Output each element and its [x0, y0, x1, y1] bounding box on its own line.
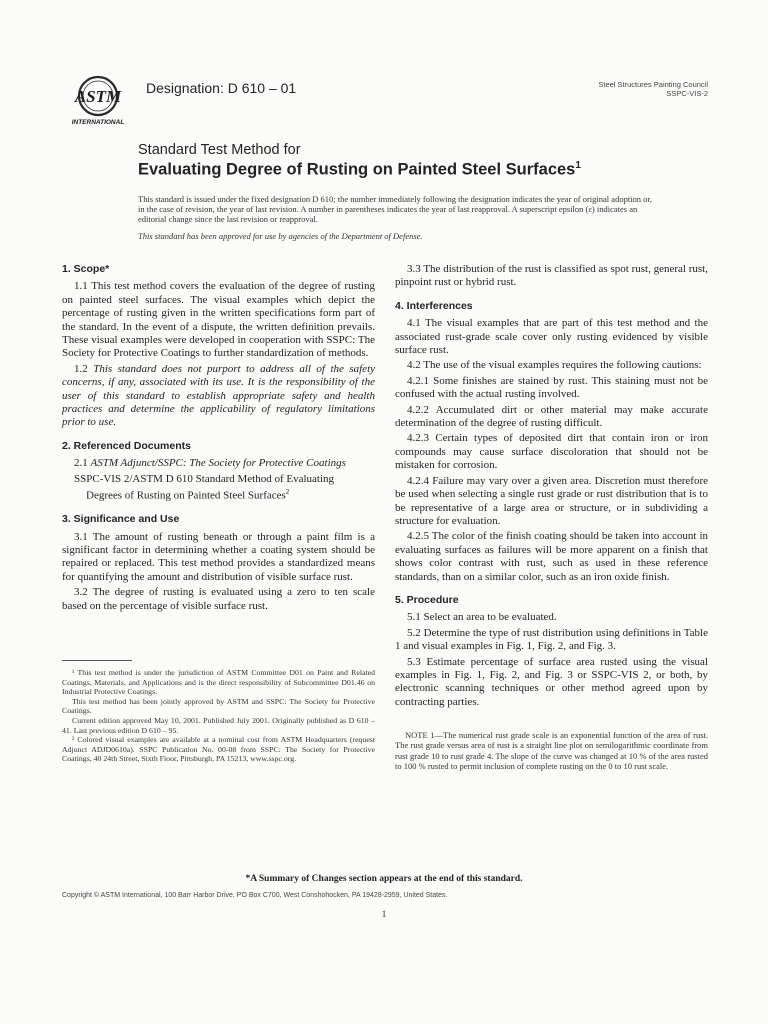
title-line2	[138, 160, 658, 180]
footnotes	[62, 668, 375, 764]
astm-logo	[64, 74, 136, 126]
reference-2-1-number: 2.1	[74, 457, 88, 470]
right-column	[395, 263, 708, 711]
reference-2-1	[62, 457, 375, 470]
council-name: Steel Structures Painting Council	[598, 80, 708, 89]
section-heading-interferences: 4. Interferences	[395, 299, 473, 312]
para-4-2-4: 4.2.4 Failure may vary over a given area. Discretion must therefore be used when selecting a single rust grade or rust distribution that is to be representative of a large area or structure, or in subdividing a structure for evaluation.	[395, 474, 708, 527]
para-5-3: 5.3 Estimate percentage of surface area rusted using the visual examples in Fig. 1, Fig. 2, and Fig. 3 or SSPC-VIS 2, or both, by electronic scanning techniques or other method agreed upon by contracting parties.	[395, 655, 708, 708]
council-code: SSPC-VIS-2	[666, 89, 708, 98]
footnote-1: ¹ This test method is under the jurisdiction of ASTM Committee D01 on Paint and Related Coatings, Materials, and Applications and is the direct responsibility of Subcommittee D01.46 on Industrial Protective Coatings.	[62, 668, 375, 697]
reference-sspc-vis2-cont	[62, 486, 375, 503]
council-label	[508, 80, 708, 98]
logo-text: ASTM	[74, 87, 122, 106]
para-1-2-text: This standard does not purport to address all of the safety concerns, if any, associated with its use. It is the responsibility of the user of this standard to establish appropriate safety and health practices and determine the applicability of regulatory limitations prior to use.	[62, 362, 376, 429]
logo-subtext: INTERNATIONAL	[71, 119, 125, 126]
para-5-2: 5.2 Determine the type of rust distribution using definitions in Table 1 and visual examples in Fig. 1, Fig. 2, and Fig. 3.	[395, 626, 708, 653]
para-4-1: 4.1 The visual examples that are part of this test method and the associated rust-grade scale cover only rusting evidenced by visible surface rust.	[395, 317, 708, 357]
footnote-divider	[62, 660, 132, 661]
title-footnote-marker: 1	[575, 160, 581, 171]
para-3-1: 3.1 The amount of rusting beneath or through a paint film is a significant factor in determining whether a coating system should be repaired or replaced. This test method provides a standardized means for quantifying the amount and distribution of visible surface rust.	[62, 530, 375, 583]
footnote-1-edition: Current edition approved May 10, 2001. Published July 2001. Originally published as D 610 – 41. Last previous edition D 610 – 95.	[62, 715, 375, 735]
reference-sspc-vis2-cont-text: Degrees of Rusting on Painted Steel Surfaces	[86, 489, 286, 502]
left-column	[62, 263, 375, 615]
para-1-2	[62, 363, 375, 430]
issue-note: This standard is issued under the fixed designation D 610; the number immediately following the designation indicates the year of original adoption or, in the case of revision, the year of last revision. A number in parentheses indicates the year of last reapproval. A superscript epsilon (ε) indicates an editorial change since the last revision or reapproval.	[138, 193, 653, 224]
para-3-2: 3.2 The degree of rusting is evaluated using a zero to ten scale based on the percentage of visible surface rust.	[62, 586, 375, 612]
astm-logo-icon	[64, 74, 136, 126]
footnote-2: ² Colored visual examples are available at a nominal cost from ASTM Headquarters (request Adjunct ADJD0610a). SSPC Publication No. 00-08 from SSPC: The Society for Protective Coatings, 40 24th Street, Sixth Floor, Pittsburgh, PA 15213, www.sspc.org.	[62, 735, 375, 764]
copyright-line: Copyright © ASTM International, 100 Barr Harbor Drive, PO Box C700, West Conshohocken, PA 19428-2959, United States.	[62, 892, 448, 899]
para-4-2-1: 4.2.1 Some finishes are stained by rust. This staining must not be confused with the actual rusting involved.	[395, 374, 708, 401]
approval-note: This standard has been approved for use by agencies of the Department of Defense.	[138, 230, 423, 241]
designation: Designation: D 610 – 01	[146, 80, 297, 96]
section-heading-referenced-documents: 2. Referenced Documents	[62, 439, 191, 452]
para-4-2-2: 4.2.2 Accumulated dirt or other material may make accurate determination of the degree of rusting difficult.	[395, 403, 708, 430]
reference-footnote-marker: 2	[285, 488, 290, 497]
para-4-2-5: 4.2.5 The color of the finish coating should be taken into account in evaluating surfaces as failures will be more apparent on a finish that shows color contrast with rust, such as used in these reference standards, than on a similar color, such as an iron oxide finish.	[395, 530, 708, 583]
para-5-1: 5.1 Select an area to be evaluated.	[407, 611, 557, 624]
para-1-1: 1.1 This test method covers the evaluation of the degree of rusting on painted steel surfaces. The visual examples which depict the percentage of rusting given in the written specifications form part of the standard. In the event of a dispute, the written definition prevails. These visual examples were developed in cooperation with SSPC: The Society for Protective Coatings to further standardization of methods.	[62, 280, 375, 360]
section-heading-scope: 1. Scope*	[62, 263, 110, 275]
title-block	[138, 142, 658, 241]
reference-sspc-vis2: SSPC-VIS 2/ASTM D 610 Standard Method of Evaluating	[74, 472, 335, 485]
title-main: Evaluating Degree of Rusting on Painted Steel Surfaces	[138, 160, 576, 179]
para-3-3: 3.3 The distribution of the rust is classified as spot rust, general rust, pinpoint rust or hybrid rust.	[395, 263, 708, 289]
para-4-2: 4.2 The use of the visual examples requires the following cautions:	[407, 359, 702, 372]
page-number: 1	[381, 909, 387, 919]
note-1-text: NOTE 1—The numerical rust grade scale is an exponential function of the area of rust. The rust grade versus area of rust is a straight line plot on semilogarithmic coordinate from rust grade 10 to rust grade 4. The slope of the curve was changed at 10 % of the area rusted to 100 % rusted to permit inclusion of complete rusting on the 0 to 10 rust scale.	[395, 730, 708, 772]
footnote-1-joint: This test method has been jointly approved by ASTM and SSPC: The Society for Protective Coatings.	[62, 696, 375, 716]
note-1	[395, 730, 708, 772]
section-heading-procedure: 5. Procedure	[395, 593, 459, 606]
title-line1: Standard Test Method for	[138, 142, 301, 158]
para-4-2-3: 4.2.3 Certain types of deposited dirt that contain iron or iron compounds may cause surface discoloration that should not be mistaken for corrosion.	[395, 432, 708, 472]
reference-2-1-text: ASTM Adjunct/SSPC: The Society for Protective Coatings	[90, 457, 346, 470]
summary-of-changes-note: *A Summary of Changes section appears at the end of this standard.	[245, 874, 523, 884]
para-1-2-number: 1.2	[74, 362, 88, 375]
section-heading-significance: 3. Significance and Use	[62, 513, 180, 526]
